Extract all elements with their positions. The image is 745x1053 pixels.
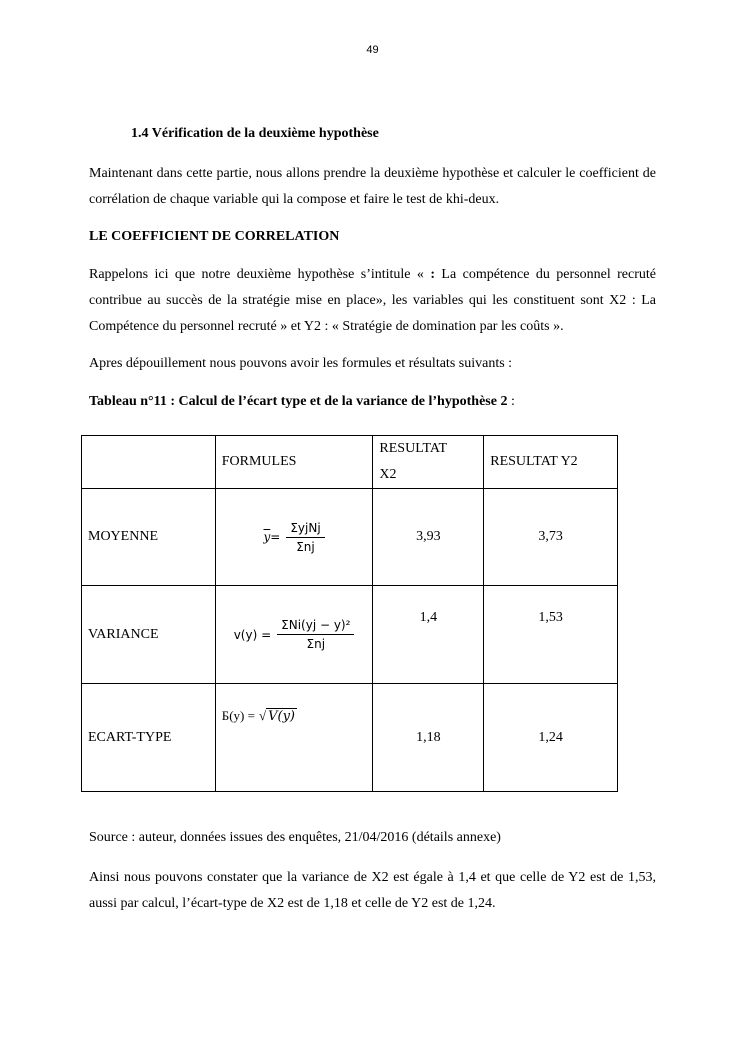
sqrt-sign: √: [258, 708, 267, 723]
conclusion-paragraph: Ainsi nous pouvons constater que la variance de X2 est égale à 1,4 et que celle de Y2 est de 1,53, aussi par calcul, l’écart-type de X2 est de 1,18 et celle de Y2 est de 1,24.: [89, 870, 656, 911]
formula-moyenne-eq: =: [270, 530, 281, 544]
header-formules: FORMULES: [215, 436, 373, 489]
formula-ecart-type: [215, 684, 373, 792]
formula-moyenne: [215, 489, 373, 586]
formula-variance-lhs: v(y) =: [233, 627, 272, 642]
value-ecart-type-y2: 1,24: [484, 684, 618, 792]
table-header-row: [82, 436, 618, 489]
value-variance-x2: 1,4: [373, 586, 484, 684]
hypothesis-text-part1: Rappelons ici que notre deuxième hypothèse s’intitule «: [89, 267, 431, 282]
value-moyenne-x2: 3,93: [373, 489, 484, 586]
page-number: 49: [366, 44, 379, 56]
formula-moyenne-denominator: Σnj: [296, 539, 315, 554]
hypothesis-paragraph: [89, 262, 656, 340]
row-label-ecart-type: ECART-TYPE: [82, 684, 216, 792]
table-row: [82, 489, 618, 586]
table-caption: [89, 394, 515, 410]
subheading: LE COEFFICIENT DE CORRELATION: [89, 229, 340, 244]
header-resultat-y2: RESULTAT Y2: [484, 436, 618, 489]
table-row: [82, 586, 618, 684]
formula-variance-numerator: ΣNi(yj − y)²: [277, 618, 354, 635]
value-variance-y2: 1,53: [484, 586, 618, 684]
source-note: Source : auteur, données issues des enquêtes, 21/04/2016 (détails annexe): [89, 830, 501, 845]
formula-ecart-type-lhs: Б(y) =: [221, 708, 255, 723]
table-row: [82, 684, 618, 792]
header-resultat-x2-line2: X2: [379, 467, 397, 482]
section-heading: 1.4 Vérification de la deuxième hypothèse: [131, 126, 379, 141]
value-ecart-type-x2: 1,18: [373, 684, 484, 792]
formula-moyenne-numerator: ΣyjNj: [286, 521, 324, 538]
header-empty-cell: [82, 436, 216, 489]
results-table: [81, 435, 618, 792]
table-caption-bold: Tableau n°11 : Calcul de l’écart type et de la variance de l’hypothèse 2: [89, 394, 508, 409]
header-resultat-x2-line1: RESULTAT: [379, 441, 447, 456]
hypothesis-colon: :: [430, 267, 436, 282]
table-caption-rest: :: [507, 394, 515, 409]
formula-variance-denominator: Σnj: [306, 637, 326, 651]
formula-moyenne-lhs: $\overline{y}$: [263, 530, 271, 544]
results-intro: Apres dépouillement nous pouvons avoir les formules et résultats suivants :: [89, 356, 513, 371]
formula-ecart-type-radicand: V(y): [268, 709, 295, 724]
row-label-variance: VARIANCE: [82, 586, 216, 684]
intro-paragraph: Maintenant dans cette partie, nous allons prendre la deuxième hypothèse et calculer le coefficient de corrélation de chaque variable qui la compose et faire le test de khi-deux.: [89, 166, 656, 207]
value-moyenne-y2: 3,73: [484, 489, 618, 586]
row-label-moyenne: MOYENNE: [82, 489, 216, 586]
header-resultat-x2: [373, 436, 484, 489]
hypothesis-text-part2: La compétence du personnel recruté contribue au succès de la stratégie mise en place», les variables qui les constituent sont X2 : La Compétence du personnel recruté » et Y2 : « Stratégie de domination par les coûts ».: [89, 267, 656, 334]
formula-variance: [215, 586, 373, 684]
